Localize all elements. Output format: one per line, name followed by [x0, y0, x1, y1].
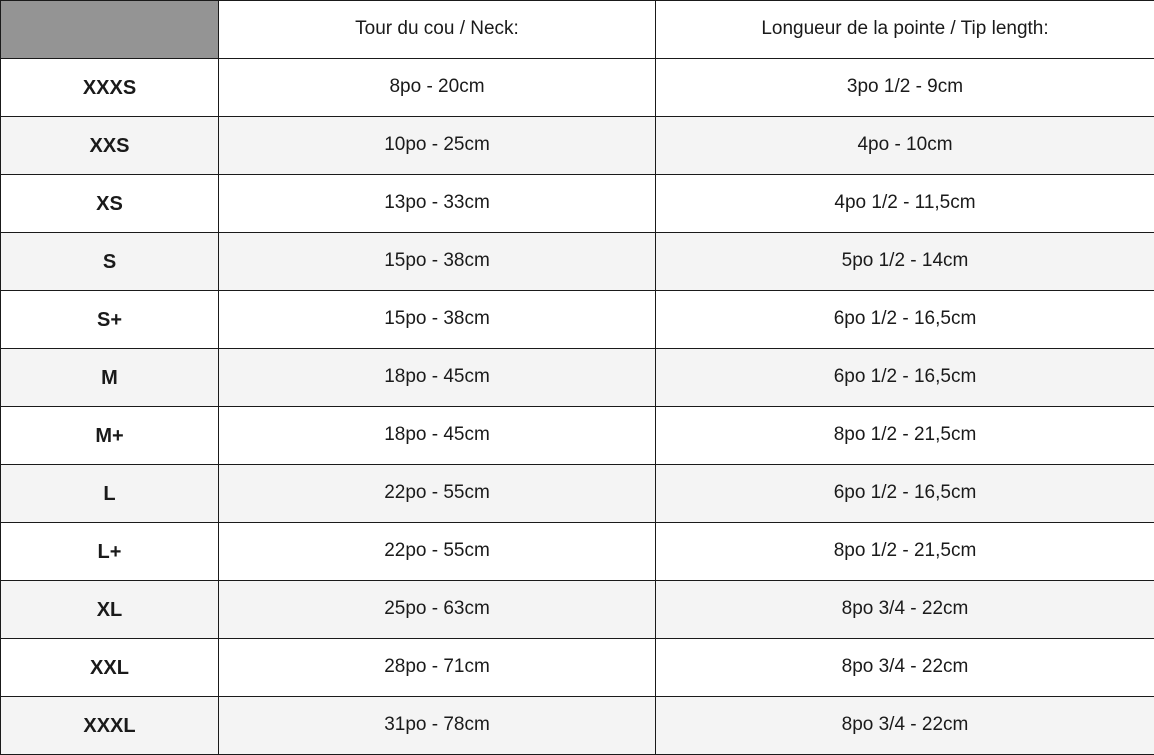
- cell-size: M: [1, 349, 219, 407]
- table-row: [1, 349, 1154, 407]
- table-header: [1, 1, 1154, 59]
- header-cell-size: [1, 1, 219, 59]
- cell-size: XXL: [1, 639, 219, 697]
- cell-tip: 6po 1/2 - 16,5cm: [656, 349, 1154, 407]
- cell-tip: 8po 3/4 - 22cm: [656, 639, 1154, 697]
- table-body: [1, 59, 1154, 755]
- table-row: [1, 639, 1154, 697]
- cell-size: M+: [1, 407, 219, 465]
- header-cell-tip: Longueur de la pointe / Tip length:: [656, 1, 1154, 59]
- cell-size: XXXL: [1, 697, 219, 755]
- cell-neck: 15po - 38cm: [219, 291, 656, 349]
- header-cell-neck: Tour du cou / Neck:: [219, 1, 656, 59]
- cell-tip: 5po 1/2 - 14cm: [656, 233, 1154, 291]
- cell-size: XL: [1, 581, 219, 639]
- table-row: [1, 175, 1154, 233]
- cell-size: L+: [1, 523, 219, 581]
- cell-size: XXS: [1, 117, 219, 175]
- cell-neck: 25po - 63cm: [219, 581, 656, 639]
- cell-tip: 8po 3/4 - 22cm: [656, 697, 1154, 755]
- cell-tip: 6po 1/2 - 16,5cm: [656, 291, 1154, 349]
- cell-neck: 18po - 45cm: [219, 407, 656, 465]
- table-row: [1, 59, 1154, 117]
- table-row: [1, 117, 1154, 175]
- cell-neck: 10po - 25cm: [219, 117, 656, 175]
- table-row: [1, 465, 1154, 523]
- cell-neck: 31po - 78cm: [219, 697, 656, 755]
- table-row: [1, 233, 1154, 291]
- cell-tip: 8po 1/2 - 21,5cm: [656, 407, 1154, 465]
- cell-tip: 4po - 10cm: [656, 117, 1154, 175]
- table-row: [1, 697, 1154, 755]
- cell-tip: 4po 1/2 - 11,5cm: [656, 175, 1154, 233]
- cell-size: XXXS: [1, 59, 219, 117]
- cell-neck: 18po - 45cm: [219, 349, 656, 407]
- cell-tip: 3po 1/2 - 9cm: [656, 59, 1154, 117]
- cell-neck: 15po - 38cm: [219, 233, 656, 291]
- cell-neck: 13po - 33cm: [219, 175, 656, 233]
- cell-tip: 8po 3/4 - 22cm: [656, 581, 1154, 639]
- cell-size: XS: [1, 175, 219, 233]
- header-row: [1, 1, 1154, 59]
- cell-neck: 22po - 55cm: [219, 523, 656, 581]
- cell-neck: 8po - 20cm: [219, 59, 656, 117]
- cell-size: L: [1, 465, 219, 523]
- cell-neck: 22po - 55cm: [219, 465, 656, 523]
- cell-tip: 6po 1/2 - 16,5cm: [656, 465, 1154, 523]
- cell-neck: 28po - 71cm: [219, 639, 656, 697]
- table-row: [1, 581, 1154, 639]
- table-row: [1, 407, 1154, 465]
- cell-tip: 8po 1/2 - 21,5cm: [656, 523, 1154, 581]
- table-row: [1, 291, 1154, 349]
- cell-size: S: [1, 233, 219, 291]
- table-row: [1, 523, 1154, 581]
- cell-size: S+: [1, 291, 219, 349]
